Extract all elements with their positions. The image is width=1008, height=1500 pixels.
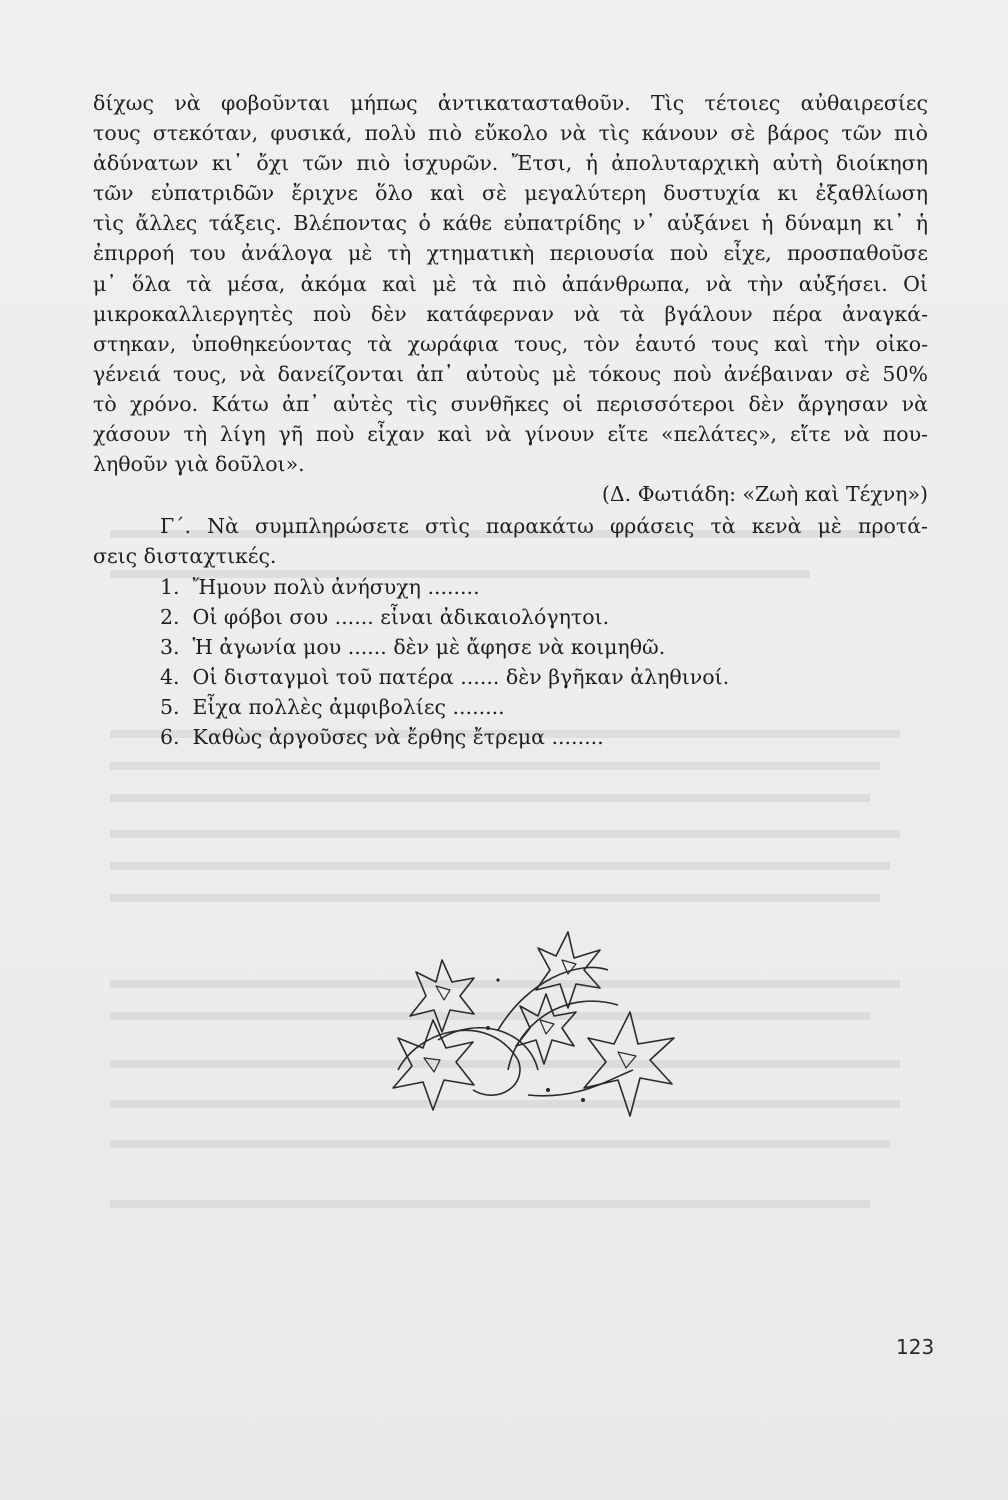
main-text xyxy=(93,88,928,752)
paragraph-line: τους στεκόταν, φυσικά, πολὺ πιὸ εὔκολο νὰ τὶς κάνουν σὲ βάρος τῶν πιὸ xyxy=(93,121,928,146)
exercise-line: Γ΄. Νὰ συμπληρώσετε στὶς παρακάτω φράσεις τὰ κενὰ μὲ προτά- xyxy=(160,514,928,539)
exercise-items xyxy=(93,572,928,753)
item-text: Οἱ φόβοι σου ...... εἶναι ἀδικαιολόγητοι. xyxy=(192,604,610,629)
quoted-paragraph xyxy=(93,88,928,479)
item-number: 3. xyxy=(160,634,180,659)
item-text: Εἶχα πολλὲς ἀμφιβολίες ........ xyxy=(192,694,505,719)
paragraph-line: στηκαν, ὑποθηκεύοντας τὰ χωράφια τους, τὸν ἑαυτό τους καὶ τὴν οἰκο- xyxy=(93,331,928,356)
exercise-item xyxy=(93,632,928,662)
exercise-item xyxy=(93,692,928,722)
item-number: 1. xyxy=(160,574,180,599)
exercise-item xyxy=(93,662,928,692)
item-number: 6. xyxy=(160,724,180,749)
paragraph-line: τῶν εὐπατριδῶν ἔριχνε ὅλο καὶ σὲ μεγαλύτερη δυστυχία κι ἐξαθλίωση xyxy=(93,181,928,206)
paragraph-line: ἐπιρροή του ἀνάλογα μὲ τὴ χτηματικὴ περιουσία ποὺ εἶχε, προσπαθοῦσε xyxy=(93,241,928,266)
paragraph-line: δίχως νὰ φοβοῦνται μήπως ἀντικατασταθοῦν. Τὶς τέτοιες αὐθαιρεσίες xyxy=(93,91,928,115)
paragraph-line: τὸ χρόνο. Κάτω ἀπ᾽ αὐτὲς τὶς συνθῆκες οἱ περισσότεροι δὲν ἄργησαν νὰ xyxy=(93,391,928,416)
paragraph-line: μ᾽ ὅλα τὰ μέσα, ἀκόμα καὶ μὲ τὰ πιὸ ἀπάνθρωπα, νὰ τὴν αὐξήσει. Οἱ xyxy=(93,271,928,296)
exercise-line: σεις δισταχτικές. xyxy=(93,544,277,569)
item-text: Ἡ ἀγωνία μου ...... δὲν μὲ ἄφησε νὰ κοιμηθῶ. xyxy=(192,634,666,659)
exercise-item xyxy=(93,572,928,602)
paragraph-line: μικροκαλλιεργητὲς ποὺ δὲν κατάφερναν νὰ τὰ βγάλουν πέρα ἀναγκά- xyxy=(93,301,928,326)
item-text: Οἱ δισταγμοὶ τοῦ πατέρα ...... δὲν βγῆκαν ἀληθινοί. xyxy=(192,664,730,689)
item-number: 4. xyxy=(160,664,180,689)
item-number: 2. xyxy=(160,604,180,629)
paragraph-line: τὶς ἄλλες τάξεις. Βλέποντας ὁ κάθε εὐπατρίδης ν᾽ αὐξάνει ἡ δύναμη κι᾽ ἡ xyxy=(93,211,928,236)
paragraph-line: γένειά τους, νὰ δανείζονται ἀπ᾽ αὐτοὺς μὲ τόκους ποὺ ἀνέβαιναν σὲ 50% xyxy=(93,361,928,386)
item-number: 5. xyxy=(160,694,180,719)
citation: (Δ. Φωτιάδη: «Ζωὴ καὶ Τέχνη») xyxy=(601,482,928,507)
stars-illustration xyxy=(378,920,688,1130)
item-text: Ἤμουν πολὺ ἀνήσυχη ........ xyxy=(192,574,480,599)
exercise-item xyxy=(93,602,928,632)
page-number: 123 xyxy=(896,1335,935,1359)
exercise-item xyxy=(93,722,928,752)
item-text: Καθὼς ἀργοῦσες νὰ ἔρθης ἔτρεμα ........ xyxy=(192,724,604,749)
paragraph-line: ἀδύνατων κι᾽ ὄχι τῶν πιὸ ἰσχυρῶν. Ἔτσι, ἡ ἀπολυταρχικὴ αὐτὴ διοίκηση xyxy=(93,151,928,176)
paragraph-line: ληθοῦν γιὰ δοῦλοι». xyxy=(93,452,305,477)
exercise-instructions xyxy=(93,511,928,571)
paragraph-line: χάσουν τὴ λίγη γῆ ποὺ εἶχαν καὶ νὰ γίνουν εἴτε «πελάτες», εἴτε νὰ που- xyxy=(93,422,928,447)
